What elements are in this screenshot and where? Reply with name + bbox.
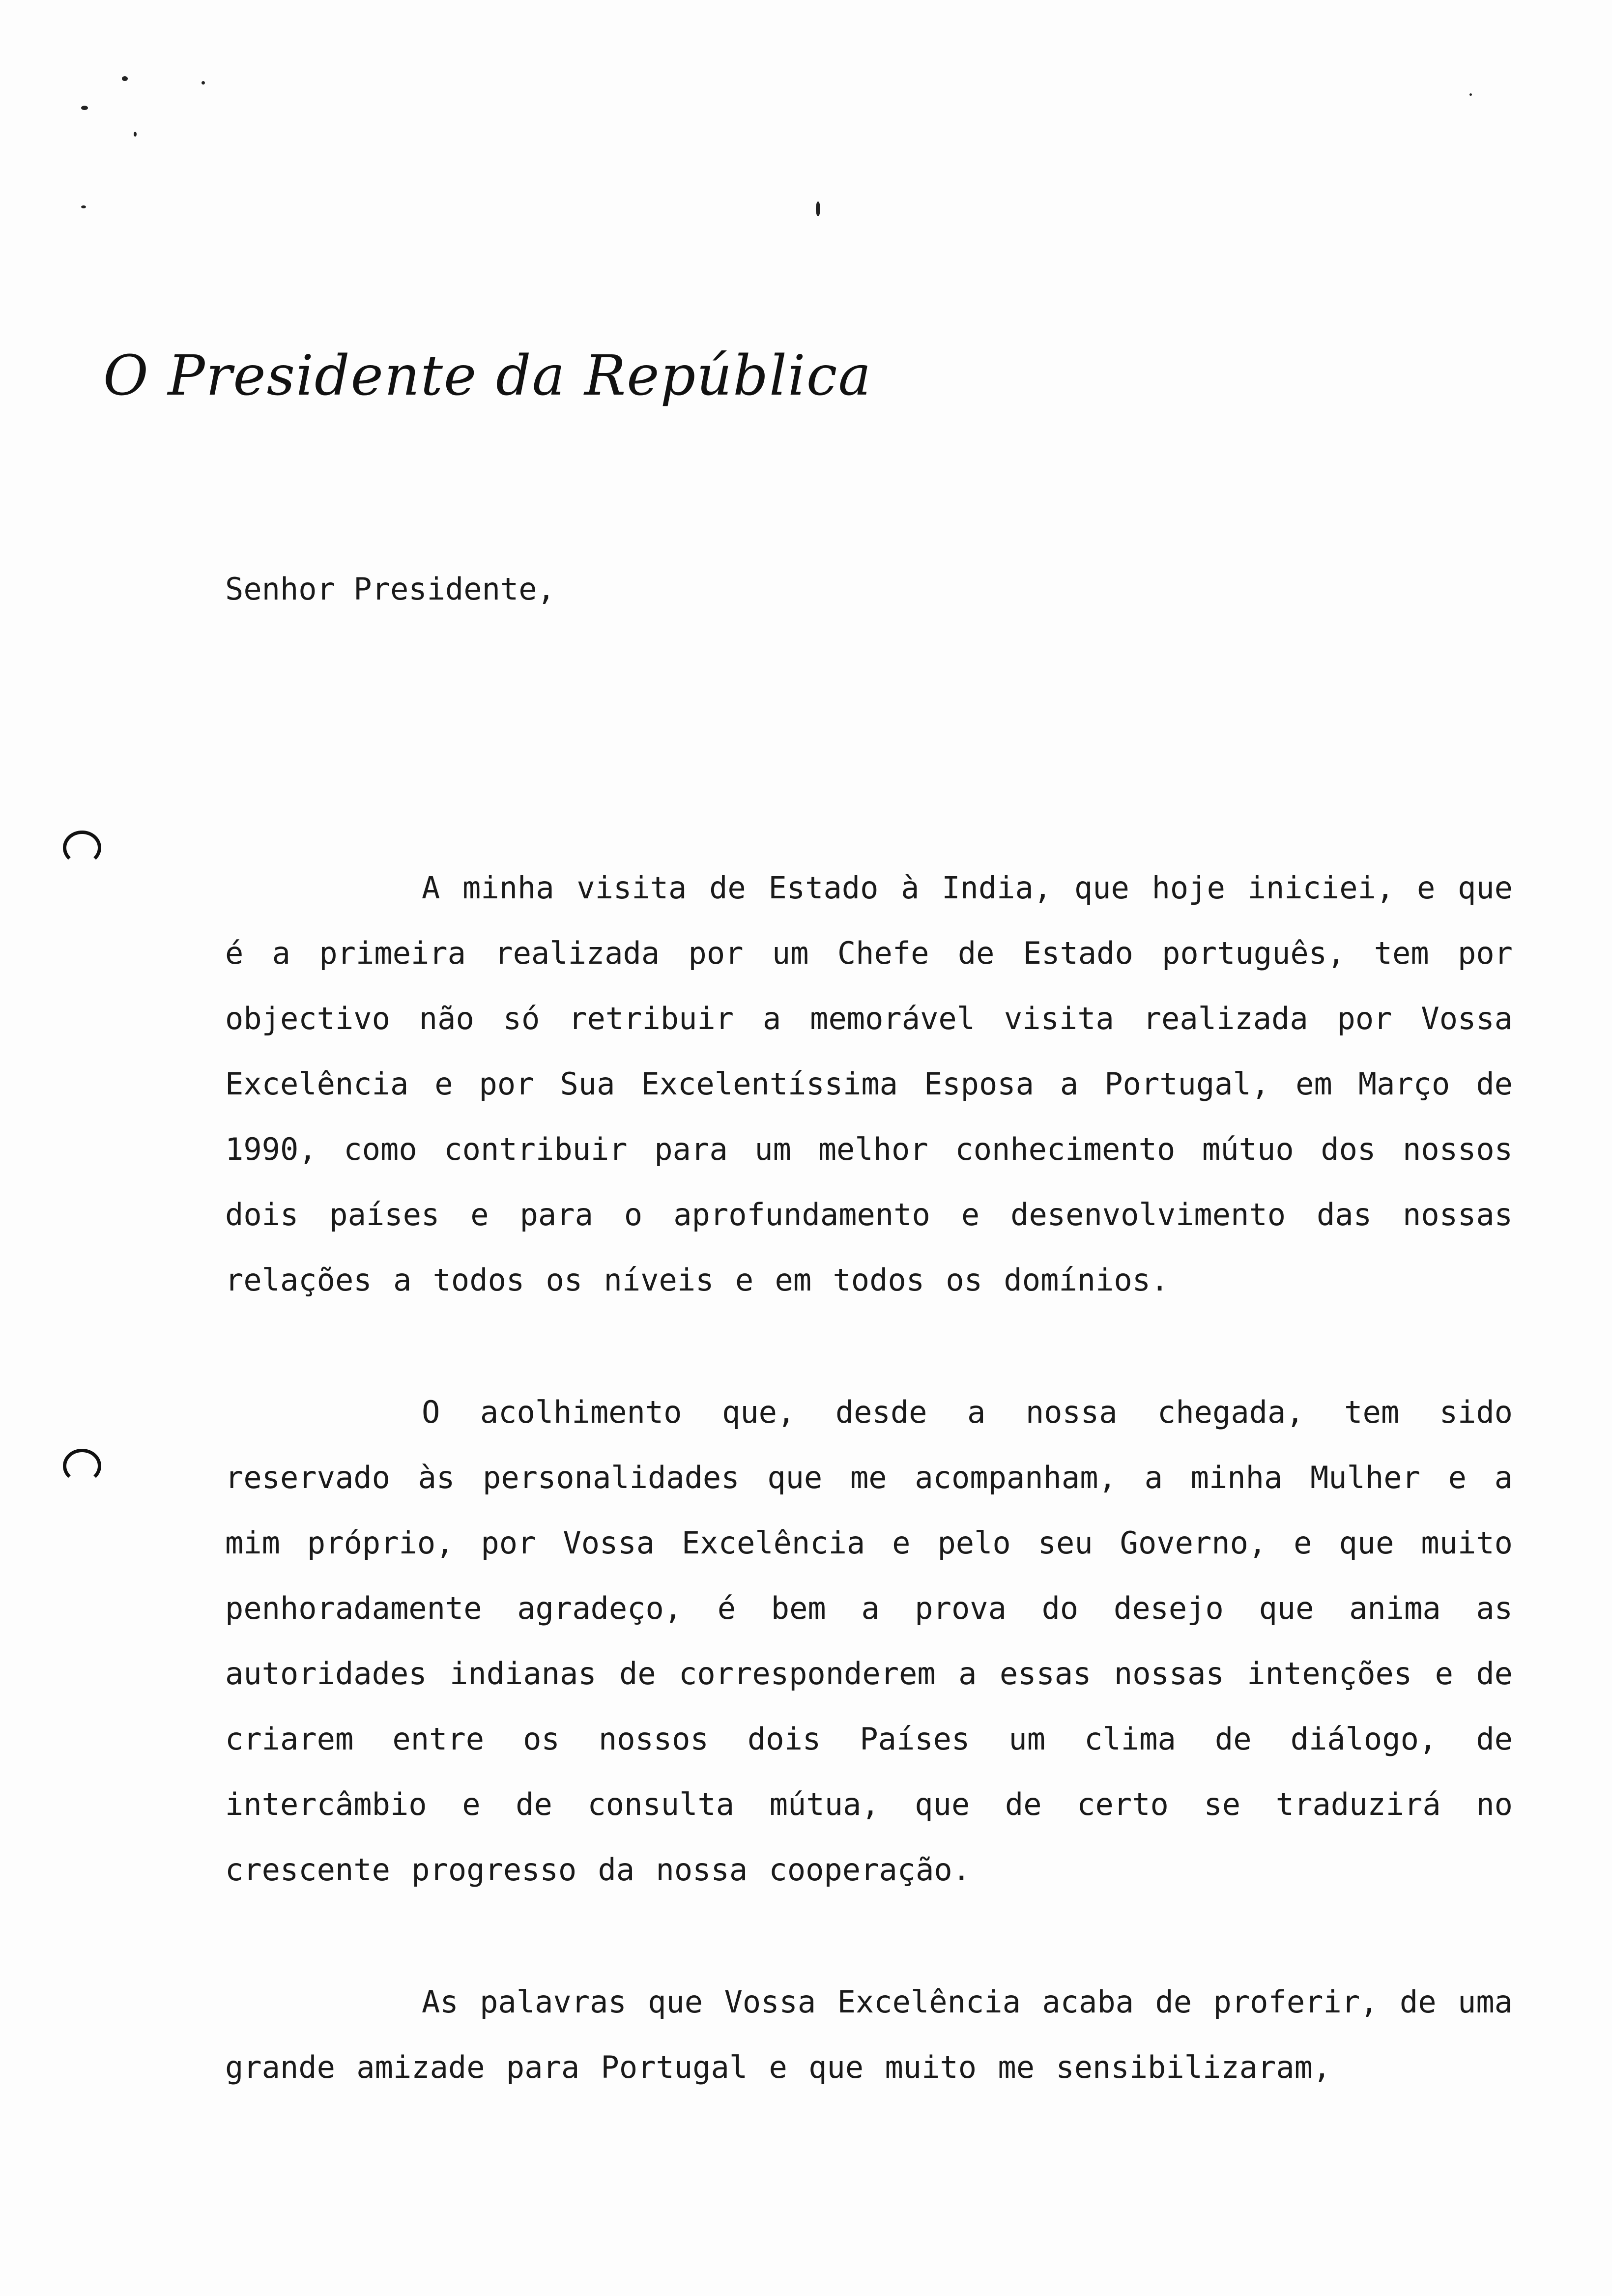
scan-speck — [202, 81, 205, 85]
scan-speck — [122, 76, 128, 81]
scan-speck — [81, 205, 86, 208]
scan-speck — [81, 106, 88, 110]
salutation: Senhor Presidente, — [225, 571, 555, 607]
paragraph: O acolhimento que, desde a nossa chegada, tem sido reservado às personalidades que me acompanham, a minha Mulher e a mim próprio, por Vossa Excelência e pelo seu Governo, e que muito penhoradamente agradeço, é bem a prova do desejo que anima as autoridades indianas de corresponderem a essas nossas intenções e de criarem entre os nossos dois Países um clima de diálogo, de intercâmbio e de consulta mútua, que de certo se traduzirá no crescente progresso da nossa cooperação. — [225, 1394, 1513, 1888]
scan-speck — [1469, 93, 1472, 96]
scan-speck — [134, 132, 137, 137]
punch-hole-icon — [63, 1449, 101, 1483]
paragraph: As palavras que Vossa Excelência acaba de proferir, de uma grande amizade para Portugal e que muito me sensibilizaram, — [225, 1984, 1513, 2085]
paragraph: A minha visita de Estado à India, que hoje iniciei, e que é a primeira realizada por um Chefe de Estado português, tem por objectivo não só retribuir a memorável visita realizada por Vossa Excelência e por Sua Excelentíssima Esposa a Portugal, em Março de 1990, como contribuir para um melhor conhecimento mútuo dos nossos dois países e para o aprofundamento e desenvolvimento das nossas relações a todos os níveis e em todos os domínios. — [225, 870, 1513, 1298]
scan-speck — [816, 201, 820, 216]
punch-hole-icon — [63, 831, 101, 865]
letterhead-title: O Presidente da República — [103, 344, 872, 408]
